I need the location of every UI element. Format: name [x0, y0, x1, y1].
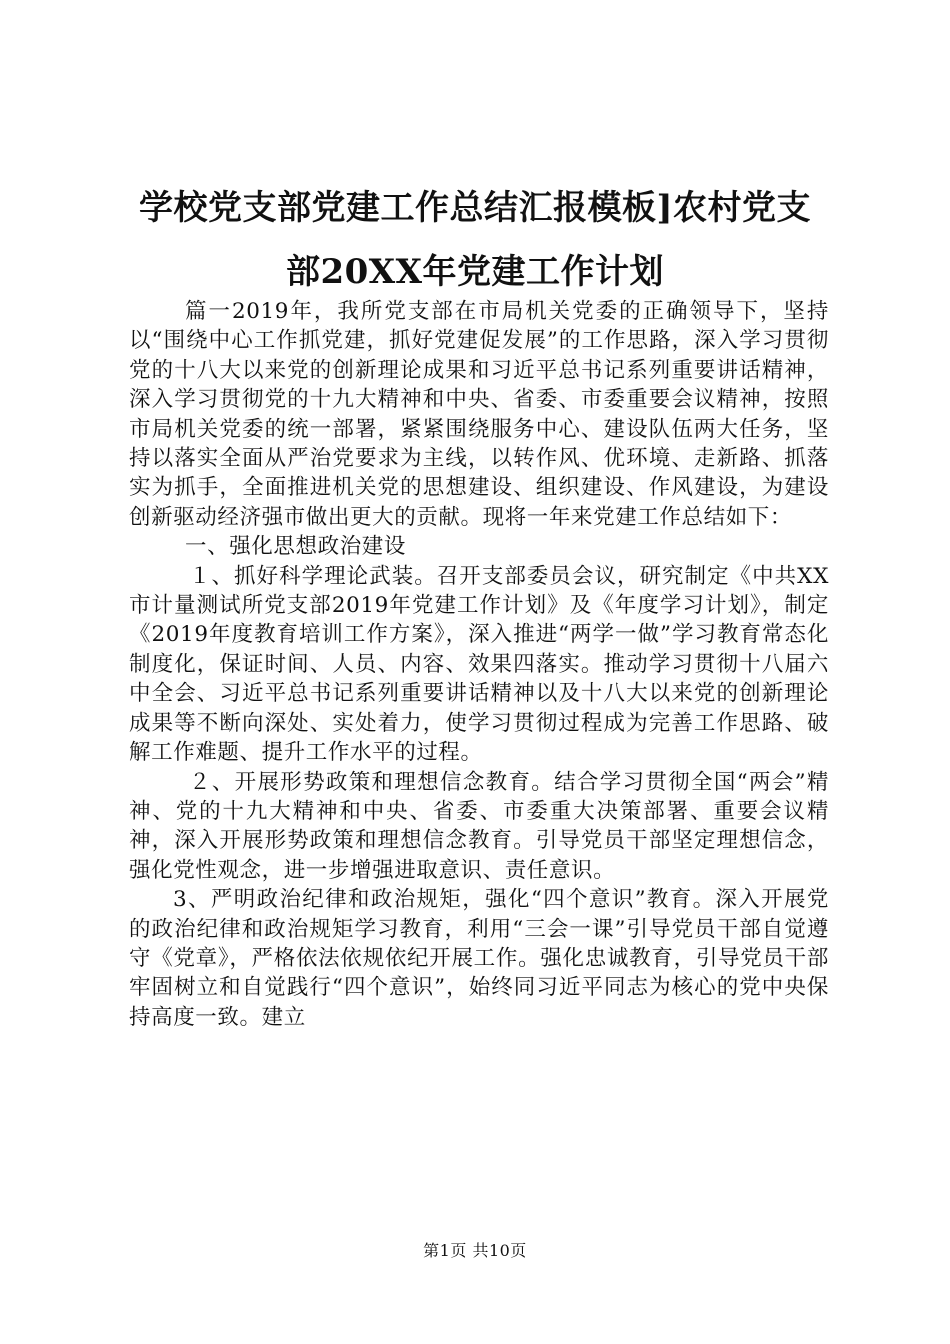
body-paragraph: 3、严明政治纪律和政治规矩，强化“四个意识”教育。深入开展党的政治纪律和政治规矩学习教育，利用“三会一课”引导党员干部自觉遵守《党章》，严格依法依规依纪开展工作。强化忠诚教育，引导党员干部牢固树立和自觉践行“四个意识”，始终同习近平同志为核心的党中央保持高度一致。建立	[129, 887, 829, 1030]
section-heading: 一、强化思想政治建设	[185, 534, 407, 560]
document-title	[120, 176, 830, 304]
title-line-2: 部20XX年党建工作计划	[285, 252, 665, 292]
body-paragraph: ２、开展形势政策和理想信念教育。结合学习贯彻全国“两会”精神、党的十九大精神和中央、省委、市委重大决策部署、重要会议精神，深入开展形势政策和理想信念教育。引导党员干部坚定理想信念，强化党性观念，进一步增强进取意识、责任意识。	[129, 769, 829, 883]
document-body	[129, 297, 829, 1032]
intro-paragraph: 篇一2019年，我所党支部在市局机关党委的正确领导下，坚持以“围绕中心工作抓党建，抓好党建促发展”的工作思路，深入学习贯彻党的十八大以来党的创新理论成果和习近平总书记系列重要讲话精神，深入学习贯彻党的十九大精神和中央、省委、市委重要会议精神，按照市局机关党委的统一部署，紧紧围绕服务中心、建设队伍两大任务，坚持以落实全面从严治党要求为主线，以转作风、优环境、走新路、抓落实为抓手，全面推进机关党的思想建设、组织建设、作风建设，为建设创新驱动经济强市做出更大的贡献。现将一年来党建工作总结如下：	[129, 299, 829, 530]
body-paragraph: １、抓好科学理论武装。召开支部委员会议，研究制定《中共XX市计量测试所党支部2019年党建工作计划》及《年度学习计划》，制定《2019年度教育培训工作方案》，深入推进“两学一做”学习教育常态化制度化，保证时间、人员、内容、效果四落实。推动学习贯彻十八届六中全会、习近平总书记系列重要讲话精神以及十八大以来党的创新理论成果等不断向深处、实处着力，使学习贯彻过程成为完善工作思路、破解工作难题、提升工作水平的过程。	[129, 563, 829, 766]
title-line-1: 学校党支部党建工作总结汇报模板]农村党支	[138, 188, 812, 228]
page-number-footer: 第1页 共10页	[423, 1241, 527, 1260]
